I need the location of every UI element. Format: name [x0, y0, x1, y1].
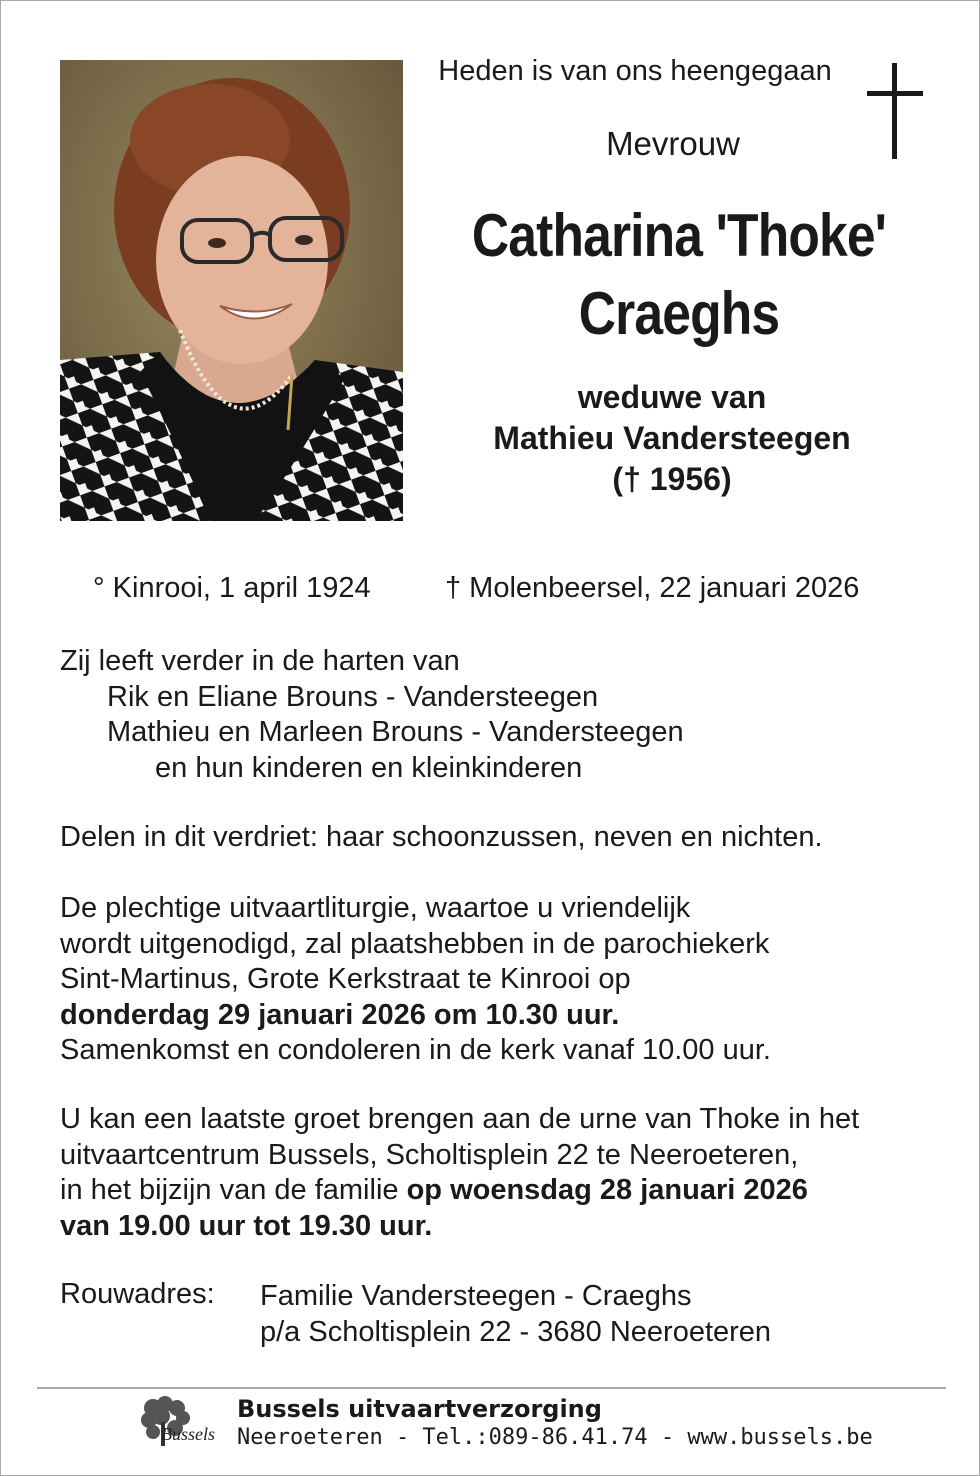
spouse-death-year: († 1956) [612, 461, 732, 497]
widow-of-block [405, 377, 939, 500]
name-line-last: Craeghs [578, 280, 780, 347]
family-line: Rik en Eliane Brouns - Vandersteegen [107, 680, 599, 713]
farewell-date: op woensdag 28 januari 2026 [406, 1174, 808, 1206]
farewell-time: van 19.00 uur tot 19.30 uur. [60, 1209, 433, 1242]
address-label: Rouwadres: [60, 1278, 215, 1310]
funeral-line: De plechtige uitvaartliturgie, waartoe u vriendelijk [60, 892, 691, 924]
birth-date: ° Kinrooi, 1 april 1924 [93, 572, 371, 604]
portrait-photo [60, 60, 403, 521]
honorific-title: Mevrouw [606, 125, 740, 162]
funeral-date-time: donderdag 29 januari 2026 om 10.30 uur. [60, 998, 620, 1031]
funeral-company-name: Bussels uitvaartverzorging [237, 1395, 602, 1423]
sorrow-text: Delen in dit verdriet: haar schoonzussen, neven en nichten. [60, 821, 823, 853]
farewell-block [60, 1102, 859, 1244]
deceased-name [443, 197, 914, 353]
funeral-company-contact: Neeroeteren - Tel.:089-86.41.74 - www.bussels.be [237, 1425, 873, 1450]
death-date: † Molenbeersel, 22 januari 2026 [445, 572, 860, 604]
farewell-line [60, 1173, 859, 1209]
spouse-name: Mathieu Vandersteegen [493, 420, 851, 456]
address-line: Familie Vandersteegen - Craeghs [260, 1280, 692, 1312]
portrait-image [60, 60, 403, 521]
funeral-line: Sint-Martinus, Grote Kerkstraat te Kinrooi op [60, 963, 631, 995]
name-line-first: Catharina 'Thoke' [471, 202, 887, 269]
funeral-line: wordt uitgenodigd, zal plaatshebben in de parochiekerk [60, 927, 770, 960]
mourning-address [260, 1278, 771, 1350]
funeral-block [60, 891, 771, 1069]
footer-divider [37, 1387, 946, 1389]
logo-wordmark: Bussels [161, 1424, 215, 1444]
family-intro: Zij leeft verder in de harten van [60, 645, 460, 677]
farewell-line: uitvaartcentrum Bussels, Scholtisplein 22 te Neeroeteren, [60, 1138, 799, 1171]
farewell-line: U kan een laatste groet brengen aan de urne van Thoke in het [60, 1103, 860, 1135]
widow-of-label: weduwe van [577, 379, 767, 415]
intro-text: Heden is van ons heengegaan [438, 55, 832, 87]
cross-icon [867, 63, 923, 159]
farewell-text: in het bijzijn van de familie [60, 1174, 407, 1206]
bussels-logo-icon [131, 1394, 223, 1450]
family-line: en hun kinderen en kleinkinderen [155, 751, 583, 784]
family-block [60, 644, 684, 786]
family-line: Mathieu en Marleen Brouns - Vandersteegen [107, 716, 684, 748]
address-line: p/a Scholtisplein 22 - 3680 Neeroeteren [260, 1316, 772, 1348]
funeral-line: Samenkomst en condoleren in de kerk vanaf 10.00 uur. [60, 1034, 771, 1066]
